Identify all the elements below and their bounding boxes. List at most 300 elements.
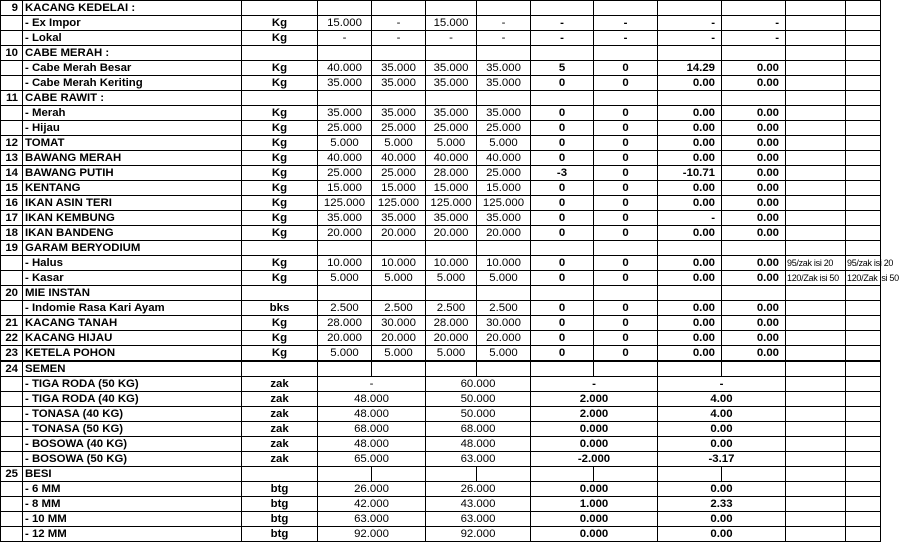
price-cell: 15.000: [477, 181, 531, 196]
price-cell: 48.000: [318, 392, 426, 407]
price-cell: 35.000: [318, 76, 372, 91]
price-cell: 25.000: [477, 166, 531, 181]
table-row: [1, 61, 881, 76]
note-cell: [846, 106, 881, 121]
price-cell: 28.000: [318, 316, 372, 331]
price-cell: 2.500: [318, 301, 372, 316]
commodity-name: BESI: [23, 467, 242, 482]
note-cell: [846, 407, 881, 422]
commodity-name: - Cabe Merah Besar: [23, 61, 242, 76]
empty-cell: [426, 286, 477, 301]
change-cell: 0: [594, 166, 658, 181]
change-cell: 2.000: [531, 392, 658, 407]
price-cell: 35.000: [318, 211, 372, 226]
price-cell: 10.000: [318, 256, 372, 271]
empty-cell: [372, 467, 426, 482]
percent-cell: 0.00: [722, 316, 786, 331]
note-cell: [846, 452, 881, 467]
empty-cell: [318, 1, 372, 16]
price-cell: 92.000: [318, 527, 426, 542]
empty-cell: [318, 46, 372, 61]
percent-cell: 0.00: [658, 76, 722, 91]
empty-cell: [722, 1, 786, 16]
table-row: [1, 31, 881, 46]
percent-cell: 14.29: [658, 61, 722, 76]
price-cell: 63.000: [426, 512, 531, 527]
empty-cell: [477, 286, 531, 301]
percent-cell: 0.00: [658, 151, 722, 166]
table-row: [1, 301, 881, 316]
price-cell: 5.000: [318, 136, 372, 151]
price-cell: 20.000: [426, 226, 477, 241]
unit-cell: zak: [242, 422, 318, 437]
empty-cell: [477, 467, 531, 482]
commodity-name: - Merah: [23, 106, 242, 121]
price-cell: 125.000: [318, 196, 372, 211]
commodity-name: - Hijau: [23, 121, 242, 136]
note-cell: [846, 512, 881, 527]
commodity-name: - Indomie Rasa Kari Ayam: [23, 301, 242, 316]
price-cell: 15.000: [318, 181, 372, 196]
row-number: [1, 452, 23, 467]
row-number: 22: [1, 331, 23, 346]
note-cell: [786, 512, 846, 527]
table-row: [1, 346, 881, 362]
percent-cell: 0.00: [658, 196, 722, 211]
commodity-name: MIE INSTAN: [23, 286, 242, 301]
price-cell: 10.000: [426, 256, 477, 271]
change-cell: 0: [594, 196, 658, 211]
unit-cell: Kg: [242, 211, 318, 226]
table-row: [1, 196, 881, 211]
percent-cell: 0.00: [658, 437, 786, 452]
empty-cell: [318, 361, 372, 377]
percent-cell: 0.00: [658, 482, 786, 497]
note-cell: [786, 76, 846, 91]
percent-cell: 0.00: [658, 136, 722, 151]
row-number: [1, 407, 23, 422]
unit-cell: Kg: [242, 226, 318, 241]
percent-cell: 0.00: [722, 301, 786, 316]
note-cell: [846, 196, 881, 211]
note-cell: [846, 61, 881, 76]
row-number: [1, 422, 23, 437]
empty-cell: [786, 286, 846, 301]
row-number: 11: [1, 91, 23, 106]
change-cell: 0: [531, 301, 594, 316]
row-number: [1, 16, 23, 31]
commodity-name: - Kasar: [23, 271, 242, 286]
percent-cell: 4.00: [658, 407, 786, 422]
note-cell: [846, 226, 881, 241]
note-cell: [846, 166, 881, 181]
change-cell: 0.000: [531, 482, 658, 497]
percent-cell: 0.00: [658, 316, 722, 331]
unit-cell: [242, 1, 318, 16]
row-number: 16: [1, 196, 23, 211]
note-cell: [786, 31, 846, 46]
price-cell: 25.000: [426, 121, 477, 136]
note-cell: 95/zak isi 20: [846, 256, 881, 271]
category-row: [1, 46, 881, 61]
commodity-name: CABE RAWIT :: [23, 91, 242, 106]
price-cell: 40.000: [372, 151, 426, 166]
percent-cell: 4.00: [658, 392, 786, 407]
price-cell: 5.000: [426, 271, 477, 286]
price-cell: 65.000: [318, 452, 426, 467]
price-cell: 35.000: [426, 106, 477, 121]
percent-cell: 0.00: [722, 61, 786, 76]
note-cell: [846, 346, 881, 362]
note-cell: [786, 452, 846, 467]
empty-cell: [531, 46, 594, 61]
price-cell: 20.000: [426, 331, 477, 346]
commodity-name: - 6 MM: [23, 482, 242, 497]
commodity-name: - Lokal: [23, 31, 242, 46]
commodity-name: - TIGA RODA (40 KG): [23, 392, 242, 407]
price-cell: -: [372, 16, 426, 31]
percent-cell: 0.00: [722, 256, 786, 271]
price-cell: 30.000: [477, 316, 531, 331]
unit-cell: bks: [242, 301, 318, 316]
change-cell: 0: [594, 316, 658, 331]
note-cell: [786, 211, 846, 226]
change-cell: 0: [531, 181, 594, 196]
empty-cell: [786, 91, 846, 106]
unit-cell: Kg: [242, 61, 318, 76]
percent-cell: 0.00: [722, 271, 786, 286]
unit-cell: btg: [242, 512, 318, 527]
percent-cell: 0.00: [722, 226, 786, 241]
price-cell: 42.000: [318, 497, 426, 512]
price-cell: 5.000: [477, 271, 531, 286]
empty-cell: [372, 91, 426, 106]
price-cell: 28.000: [426, 316, 477, 331]
price-cell: 5.000: [318, 271, 372, 286]
row-number: 9: [1, 1, 23, 16]
table-row: [1, 151, 881, 166]
note-cell: [786, 316, 846, 331]
unit-cell: Kg: [242, 316, 318, 331]
empty-cell: [426, 467, 477, 482]
price-cell: 40.000: [318, 61, 372, 76]
price-cell: 28.000: [426, 166, 477, 181]
empty-cell: [594, 241, 658, 256]
percent-cell: 0.00: [658, 106, 722, 121]
empty-cell: [426, 1, 477, 16]
empty-cell: [722, 361, 786, 377]
change-cell: 0: [594, 301, 658, 316]
note-cell: 120/Zak isi 50: [846, 271, 881, 286]
unit-cell: Kg: [242, 136, 318, 151]
commodity-name: KACANG KEDELAI :: [23, 1, 242, 16]
empty-cell: [594, 467, 658, 482]
note-cell: [786, 346, 846, 362]
row-number: 17: [1, 211, 23, 226]
percent-cell: 0.00: [722, 76, 786, 91]
row-number: [1, 121, 23, 136]
change-cell: -3: [531, 166, 594, 181]
empty-cell: [531, 467, 594, 482]
note-cell: [846, 76, 881, 91]
commodity-name: - 10 MM: [23, 512, 242, 527]
note-cell: [846, 136, 881, 151]
price-cell: 35.000: [477, 106, 531, 121]
note-cell: [786, 136, 846, 151]
row-number: 15: [1, 181, 23, 196]
row-number: [1, 301, 23, 316]
note-cell: 120/Zak isi 50: [786, 271, 846, 286]
commodity-name: SEMEN: [23, 361, 242, 377]
commodity-name: - 8 MM: [23, 497, 242, 512]
percent-cell: 0.00: [658, 527, 786, 542]
change-cell: 0: [594, 136, 658, 151]
note-cell: [846, 392, 881, 407]
price-cell: 48.000: [318, 407, 426, 422]
table-row: [1, 392, 881, 407]
commodity-name: KACANG HIJAU: [23, 331, 242, 346]
category-row: [1, 91, 881, 106]
row-number: 25: [1, 467, 23, 482]
row-number: [1, 256, 23, 271]
percent-cell: -: [658, 377, 786, 392]
row-number: 24: [1, 361, 23, 377]
percent-cell: 0.00: [722, 346, 786, 362]
unit-cell: btg: [242, 482, 318, 497]
note-cell: [846, 482, 881, 497]
note-cell: [846, 527, 881, 542]
row-number: [1, 512, 23, 527]
row-number: [1, 61, 23, 76]
change-cell: 0: [594, 151, 658, 166]
change-cell: 0: [531, 151, 594, 166]
table-row: [1, 166, 881, 181]
percent-cell: 0.00: [722, 136, 786, 151]
note-cell: [786, 181, 846, 196]
note-cell: [786, 196, 846, 211]
category-row: [1, 241, 881, 256]
table-row: [1, 136, 881, 151]
percent-cell: 2.33: [658, 497, 786, 512]
empty-cell: [372, 46, 426, 61]
price-cell: 20.000: [477, 226, 531, 241]
commodity-name: KENTANG: [23, 181, 242, 196]
price-cell: 35.000: [318, 106, 372, 121]
unit-cell: Kg: [242, 196, 318, 211]
percent-cell: 0.00: [658, 331, 722, 346]
note-cell: [846, 31, 881, 46]
percent-cell: -: [658, 31, 722, 46]
unit-cell: zak: [242, 377, 318, 392]
unit-cell: Kg: [242, 151, 318, 166]
change-cell: 0: [531, 346, 594, 362]
row-number: [1, 497, 23, 512]
price-cell: 25.000: [318, 121, 372, 136]
note-cell: [786, 226, 846, 241]
table-row: [1, 452, 881, 467]
category-row: [1, 286, 881, 301]
commodity-name: KACANG TANAH: [23, 316, 242, 331]
unit-cell: zak: [242, 452, 318, 467]
note-cell: [846, 16, 881, 31]
commodity-name: - 12 MM: [23, 527, 242, 542]
unit-cell: Kg: [242, 76, 318, 91]
note-cell: [786, 301, 846, 316]
category-row: [1, 1, 881, 16]
empty-cell: [658, 467, 722, 482]
empty-cell: [477, 241, 531, 256]
price-cell: 15.000: [372, 181, 426, 196]
percent-cell: -10.71: [658, 166, 722, 181]
unit-cell: [242, 241, 318, 256]
change-cell: 0: [531, 256, 594, 271]
unit-cell: btg: [242, 497, 318, 512]
row-number: 12: [1, 136, 23, 151]
commodity-name: KETELA POHON: [23, 346, 242, 362]
empty-cell: [477, 1, 531, 16]
price-cell: 15.000: [318, 16, 372, 31]
commodity-name: GARAM BERYODIUM: [23, 241, 242, 256]
change-cell: 0: [531, 316, 594, 331]
table-row: [1, 256, 881, 271]
commodity-name: - BOSOWA (50 KG): [23, 452, 242, 467]
change-cell: 0.000: [531, 422, 658, 437]
percent-cell: 0.00: [658, 181, 722, 196]
commodity-name: - Cabe Merah Keriting: [23, 76, 242, 91]
price-cell: 48.000: [426, 437, 531, 452]
price-cell: 5.000: [372, 271, 426, 286]
row-number: 13: [1, 151, 23, 166]
price-cell: 2.500: [372, 301, 426, 316]
note-cell: [786, 331, 846, 346]
price-cell: 68.000: [426, 422, 531, 437]
empty-cell: [846, 1, 881, 16]
percent-cell: 0.00: [658, 256, 722, 271]
empty-cell: [846, 361, 881, 377]
unit-cell: btg: [242, 527, 318, 542]
price-cell: 40.000: [318, 151, 372, 166]
row-number: [1, 482, 23, 497]
empty-cell: [426, 361, 477, 377]
price-cell: 43.000: [426, 497, 531, 512]
price-cell: 35.000: [477, 76, 531, 91]
price-cell: 25.000: [372, 166, 426, 181]
change-cell: 0: [594, 211, 658, 226]
table-row: [1, 437, 881, 452]
empty-cell: [786, 46, 846, 61]
empty-cell: [594, 46, 658, 61]
note-cell: [786, 407, 846, 422]
table-row: [1, 512, 881, 527]
category-row: [1, 361, 881, 377]
note-cell: [786, 121, 846, 136]
note-cell: [846, 301, 881, 316]
percent-cell: 0.00: [658, 346, 722, 362]
table-row: [1, 211, 881, 226]
change-cell: 0: [594, 331, 658, 346]
unit-cell: Kg: [242, 16, 318, 31]
price-cell: 35.000: [372, 106, 426, 121]
empty-cell: [531, 286, 594, 301]
empty-cell: [531, 361, 594, 377]
empty-cell: [318, 286, 372, 301]
price-cell: 15.000: [426, 16, 477, 31]
commodity-name: - TIGA RODA (50 KG): [23, 377, 242, 392]
row-number: [1, 76, 23, 91]
note-cell: [846, 181, 881, 196]
price-cell: 5.000: [372, 346, 426, 362]
row-number: [1, 106, 23, 121]
unit-cell: [242, 286, 318, 301]
change-cell: 0.000: [531, 527, 658, 542]
price-cell: 5.000: [477, 346, 531, 362]
empty-cell: [477, 91, 531, 106]
change-cell: -: [531, 16, 594, 31]
price-cell: -: [477, 31, 531, 46]
change-cell: 0: [594, 106, 658, 121]
price-cell: 35.000: [372, 61, 426, 76]
empty-cell: [846, 286, 881, 301]
note-cell: [846, 211, 881, 226]
note-cell: [786, 16, 846, 31]
price-cell: 35.000: [426, 211, 477, 226]
change-cell: -: [531, 31, 594, 46]
price-cell: 35.000: [477, 61, 531, 76]
change-cell: -: [594, 31, 658, 46]
note-cell: [846, 377, 881, 392]
change-cell: 0: [594, 271, 658, 286]
price-cell: -: [372, 31, 426, 46]
change-cell: 0: [594, 61, 658, 76]
empty-cell: [531, 91, 594, 106]
price-cell: 92.000: [426, 527, 531, 542]
price-cell: 50.000: [426, 407, 531, 422]
row-number: 23: [1, 346, 23, 362]
empty-cell: [658, 91, 722, 106]
price-cell: 25.000: [372, 121, 426, 136]
unit-cell: Kg: [242, 106, 318, 121]
empty-cell: [531, 241, 594, 256]
percent-cell: 0.00: [722, 211, 786, 226]
note-cell: [786, 482, 846, 497]
empty-cell: [372, 241, 426, 256]
unit-cell: Kg: [242, 346, 318, 362]
percent-cell: 0.00: [658, 512, 786, 527]
commodity-name: - Halus: [23, 256, 242, 271]
unit-cell: Kg: [242, 31, 318, 46]
change-cell: 0: [594, 181, 658, 196]
price-cell: 30.000: [372, 316, 426, 331]
unit-cell: [242, 91, 318, 106]
unit-cell: Kg: [242, 166, 318, 181]
unit-cell: Kg: [242, 271, 318, 286]
price-cell: 63.000: [426, 452, 531, 467]
price-cell: 35.000: [372, 211, 426, 226]
price-cell: 50.000: [426, 392, 531, 407]
empty-cell: [846, 46, 881, 61]
note-cell: [846, 497, 881, 512]
table-row: [1, 226, 881, 241]
change-cell: 0: [531, 196, 594, 211]
unit-cell: Kg: [242, 181, 318, 196]
empty-cell: [786, 467, 846, 482]
empty-cell: [477, 46, 531, 61]
empty-cell: [594, 91, 658, 106]
empty-cell: [477, 361, 531, 377]
row-number: [1, 31, 23, 46]
table-row: [1, 482, 881, 497]
empty-cell: [722, 286, 786, 301]
